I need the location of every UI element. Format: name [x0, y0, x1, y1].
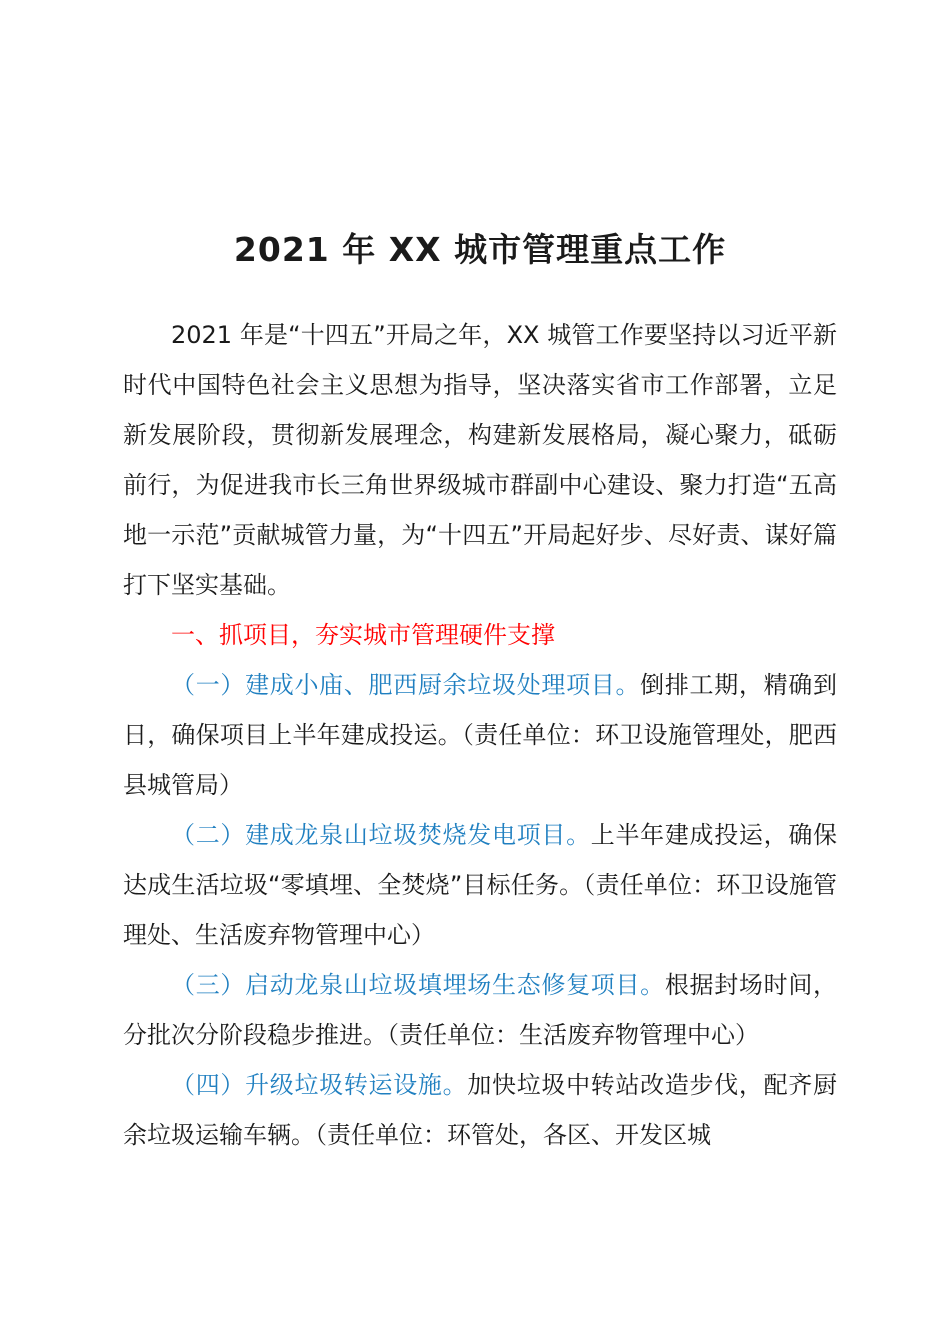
- item-paragraph-3: [123, 960, 837, 1060]
- document-title: 2021 年 XX 城市管理重点工作: [233, 230, 727, 269]
- item-heading-2: （二）建成龙泉山垃圾焚烧发电项目。: [171, 821, 591, 849]
- item-heading-4: （四）升级垃圾转运设施。: [171, 1071, 468, 1099]
- intro-paragraph: 2021 年是“十四五”开局之年，XX 城管工作要坚持以习近平新时代中国特色社会主义思想为指导，坚决落实省市工作部署，立足新发展阶段，贯彻新发展理念，构建新发展格局，凝心聚力，砥砺前行，为促进我市长三角世界级城市群副中心建设、聚力打造“五高地一示范”贡献城管力量，为“十四五”开局起好步、尽好责、谋好篇打下坚实基础。: [123, 321, 837, 599]
- item-body-2: 上半年建成投运，确保达成生活垃圾“零填埋、全焚烧”目标任务。（责任单位：环卫设施管理处、生活废弃物管理中心）: [123, 821, 838, 949]
- item-paragraph-4: [123, 1060, 837, 1160]
- item-heading-1: （一）建成小庙、肥西厨余垃圾处理项目。: [171, 671, 641, 699]
- item-heading-3: （三）启动龙泉山垃圾填埋场生态修复项目。: [171, 971, 665, 999]
- item-body-1: 倒排工期，精确到日，确保项目上半年建成投运。（责任单位：环卫设施管理处，肥西县城管局）: [123, 671, 838, 799]
- item-paragraph-2: [123, 810, 837, 960]
- item-body-3: 根据封场时间，分批次分阶段稳步推进。（责任单位：生活废弃物管理中心）: [123, 971, 838, 1049]
- item-paragraph-1: [123, 660, 837, 810]
- item-body-4: 加快垃圾中转站改造步伐，配齐厨余垃圾运输车辆。（责任单位：环管处，各区、开发区城: [123, 1071, 838, 1149]
- section-heading-1: 一、抓项目，夯实城市管理硬件支撑: [171, 621, 555, 649]
- document-page: [123, 228, 837, 1160]
